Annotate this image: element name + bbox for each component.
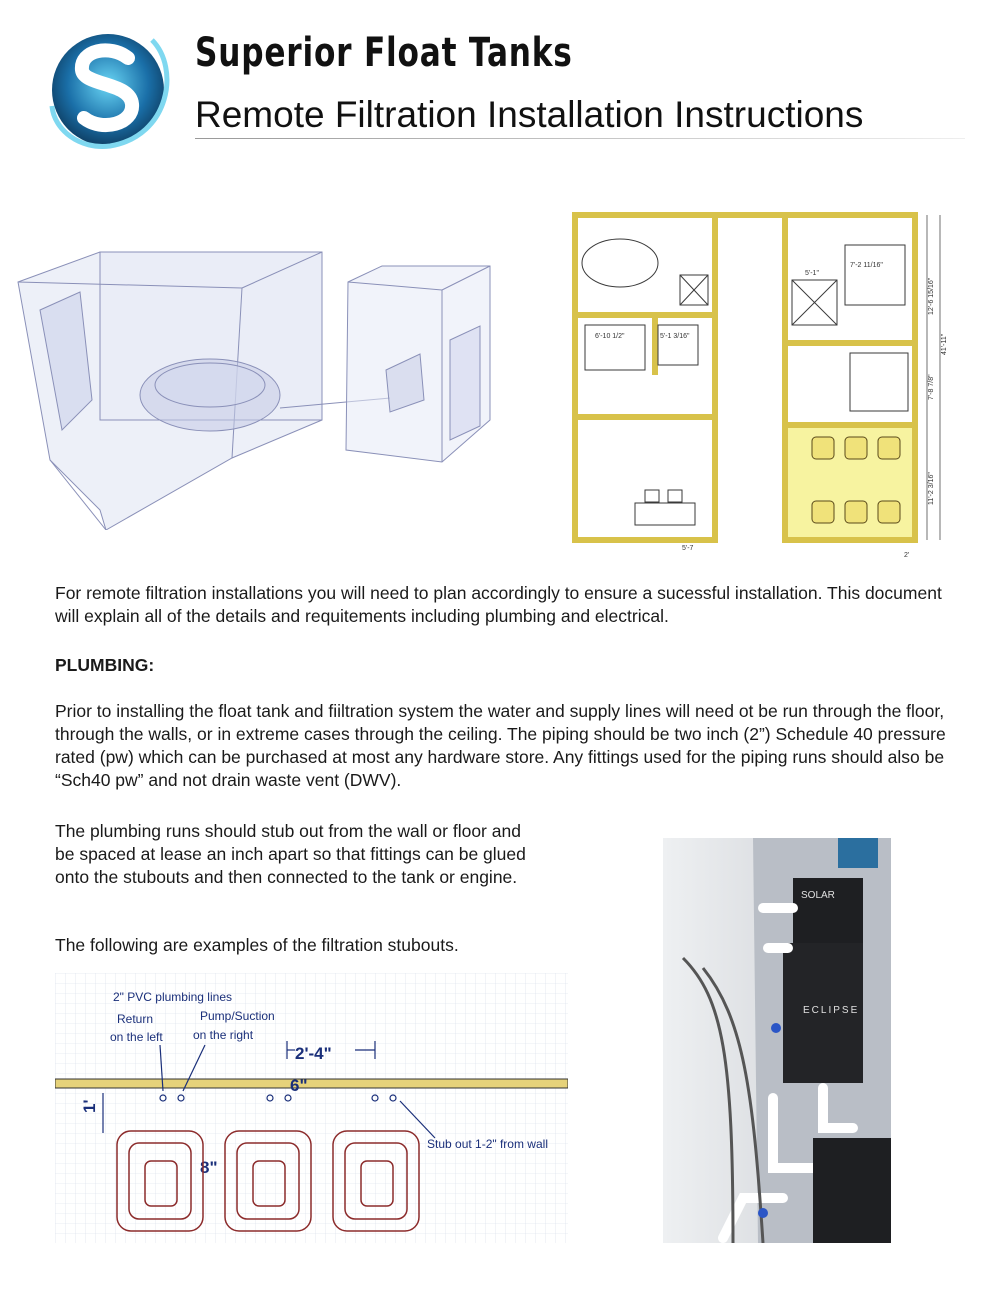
- dim-label: 5'-1 3/16": [660, 333, 690, 340]
- dim-spacing: 2'-4": [295, 1044, 332, 1063]
- dim-six: 6": [290, 1076, 308, 1095]
- label-pvc-lines: 2" PVC plumbing lines: [113, 990, 232, 1004]
- equipment-brand: SOLAR: [801, 890, 835, 901]
- dim-label: 11'-2 3/16": [928, 472, 935, 505]
- tank-3d-render: [10, 230, 540, 530]
- dim-one: 1': [80, 1099, 99, 1113]
- brand-name: Superior Float Tanks: [195, 30, 573, 76]
- dim-label: 41'-11": [941, 333, 948, 355]
- equipment-model: ECLIPSE: [803, 1005, 860, 1016]
- label-return-side: on the left: [110, 1030, 163, 1044]
- dim-label: 7'-8 7/8": [928, 374, 935, 400]
- plumbing-paragraph-1: Prior to installing the float tank and fiiltration system the water and supply lines will need ot be run through the floor, through the walls, or in extreme cases through the ceiling. The piping should be two inch (2”) Schedule 40 pressure rated (pw) which can be purchased at most any hardware store. Any fittings used for the piping runs should also be “Sch40 pw” and not drain waste vent (DWV).: [55, 701, 946, 790]
- plumbing-paragraph-2: The plumbing runs should stub out from the wall or floor and be spaced at lease an inch apart so that fittings can be glued onto the stubouts and then connected to the tank or engine.: [55, 821, 526, 887]
- label-pump: Pump/Suction: [200, 1009, 275, 1023]
- dim-eight: 8": [200, 1158, 218, 1177]
- examples-intro: The following are examples of the filtration stubouts.: [55, 935, 459, 955]
- dim-label: 5'-1": [805, 270, 819, 277]
- page-title: Remote Filtration Installation Instructions: [195, 94, 864, 135]
- brand-logo: [40, 18, 180, 158]
- intro-paragraph: For remote filtration installations you will need to plan accordingly to ensure a sucessful installation. This document will explain all of the details and requitements including plumbing and electrical.: [55, 583, 942, 626]
- dim-label: 2': [904, 552, 910, 559]
- stubout-diagram: [55, 973, 568, 1243]
- dim-label: 5'-7: [682, 545, 694, 552]
- dim-label: 12'-6 15/16": [928, 277, 935, 315]
- label-return: Return: [117, 1012, 154, 1026]
- plumbing-heading: PLUMBING:: [55, 655, 155, 675]
- dim-label: 6'-10 1/2": [595, 333, 625, 340]
- label-pump-side: on the right: [193, 1028, 254, 1042]
- title-divider: [195, 138, 965, 139]
- dim-label: 7'-2 11/16": [850, 262, 883, 269]
- equipment-photo: [663, 838, 891, 1243]
- label-stub-distance: Stub out 1-2" from wall: [427, 1137, 548, 1151]
- floor-plan: [560, 205, 950, 560]
